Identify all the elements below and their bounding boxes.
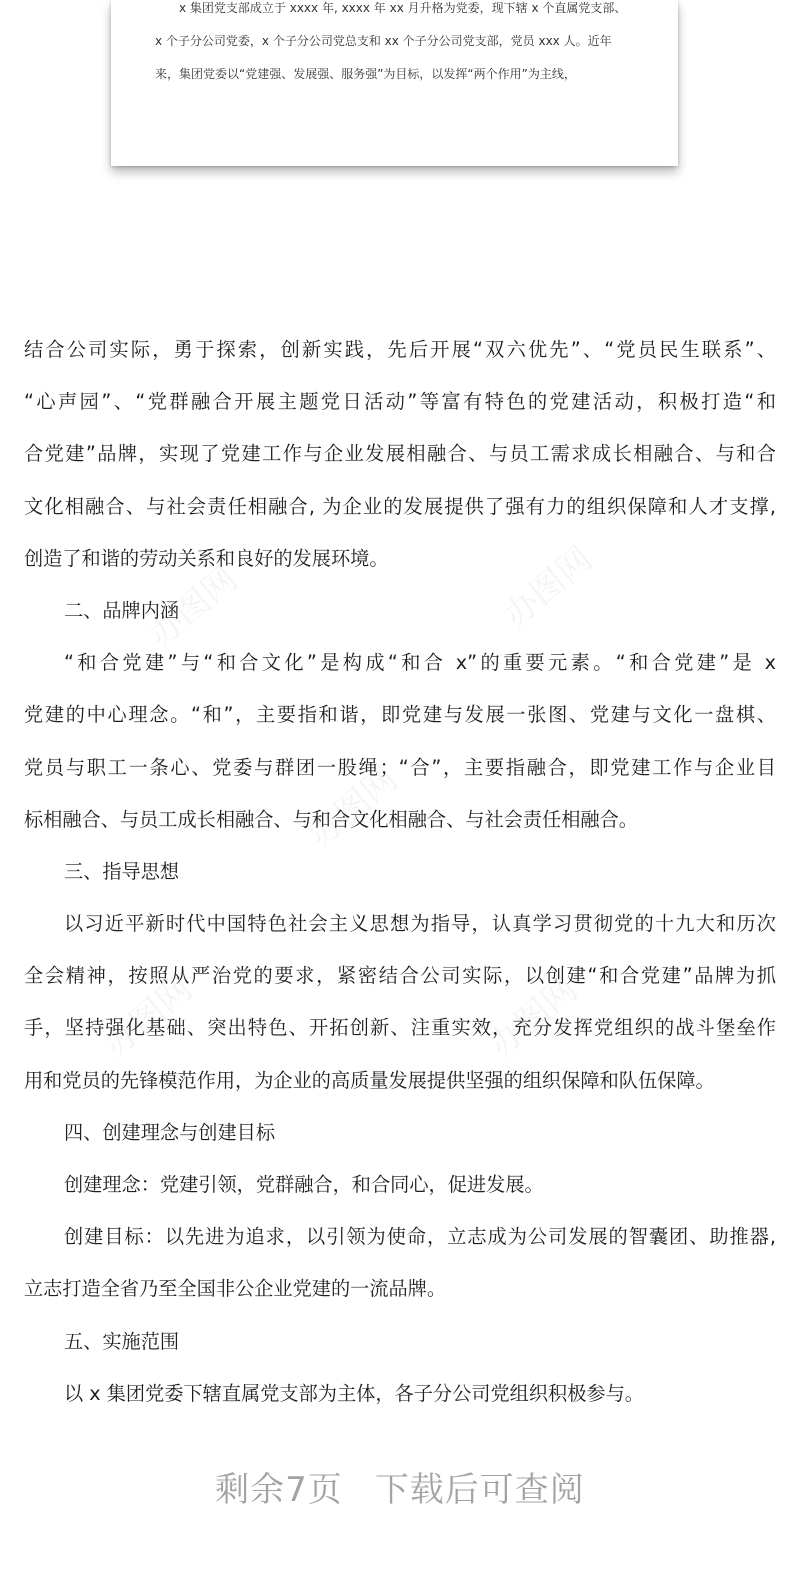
body-line: 创建目标：以先进为追求，以引领为使命，立志成为公司发展的智囊团、助推器, [64,1225,776,1249]
section-heading: 二、品牌内涵 [64,598,180,622]
body-line: 结合公司实际，勇于探索，创新实践，先后开展“双六优先”、“党员民生联系”、 [24,338,776,361]
download-to-view-label: 下载后可查阅 [374,1470,585,1510]
preview-line-3: 来，集团党委以“党建强、发展强、服务强”为目标，以发挥“两个作用”为主线， [155,67,576,81]
body-line: 文化相融合、与社会责任相融合, 为企业的发展提供了强有力的组织保障和人才支撑, [24,494,776,518]
preview-line-2: x 个子分公司党委，x 个子分公司党总支和 xx 个子分公司党支部，党员 xxx 人。近年 [155,34,612,48]
document-body [24,324,776,1420]
body-line: 以习近平新时代中国特色社会主义思想为指导，认真学习贯彻党的十九大和历次 [64,912,776,936]
preview-line-1: x 集团党支部成立于 xxxx 年, xxxx 年 xx 月升格为党委，现下辖 x 个直属党支部、 [179,1,627,15]
body-line: 以 x 集团党委下辖直属党支部为主体，各子分公司党组织积极参与。 [64,1381,644,1405]
body-line: 用和党员的先锋模范作用，为企业的高质量发展提供坚强的组织保障和队伍保障。 [24,1068,715,1092]
body-line: 全会精神，按照从严治党的要求，紧密结合公司实际，以创建“和合党建”品牌为抓 [24,964,776,988]
body-line: 创造了和谐的劳动关系和良好的发展环境。 [24,546,389,570]
section-heading: 五、实施范围 [64,1329,180,1353]
section-heading: 三、指导思想 [64,859,180,883]
body-line: 标相融合、与员工成长相融合、与和合文化相融合、与社会责任相融合。 [24,807,638,831]
section-heading: 四、创建理念与创建目标 [64,1120,276,1144]
body-line: 合党建”品牌，实现了党建工作与企业发展相融合、与员工需求成长相融合、与和合 [24,442,776,466]
page-preview-card [111,0,678,166]
body-line: “心声园”、“党群融合开展主题党日活动”等富有特色的党建活动，积极打造“和 [24,390,776,414]
body-line: “和合党建”与“和合文化”是构成“和合 x”的重要元素。“和合党建”是 x [64,651,776,675]
body-line: 党建的中心理念。“和”，主要指和谐，即党建与发展一张图、党建与文化一盘棋、 [24,703,776,727]
body-line: 手，坚持强化基础、突出特色、开拓创新、注重实效，充分发挥党组织的战斗堡垒作 [24,1016,776,1040]
remaining-pages-label: 剩余7页 [215,1470,343,1510]
body-line: 创建理念：党建引领，党群融合，和合同心，促进发展。 [64,1173,544,1196]
body-line: 立志打造全省乃至全国非公企业党建的一流品牌。 [24,1277,447,1301]
body-line: 党员与职工一条心、党委与群团一股绳；“合”，主要指融合，即党建工作与企业目 [24,755,776,779]
download-prompt[interactable] [0,1462,800,1511]
